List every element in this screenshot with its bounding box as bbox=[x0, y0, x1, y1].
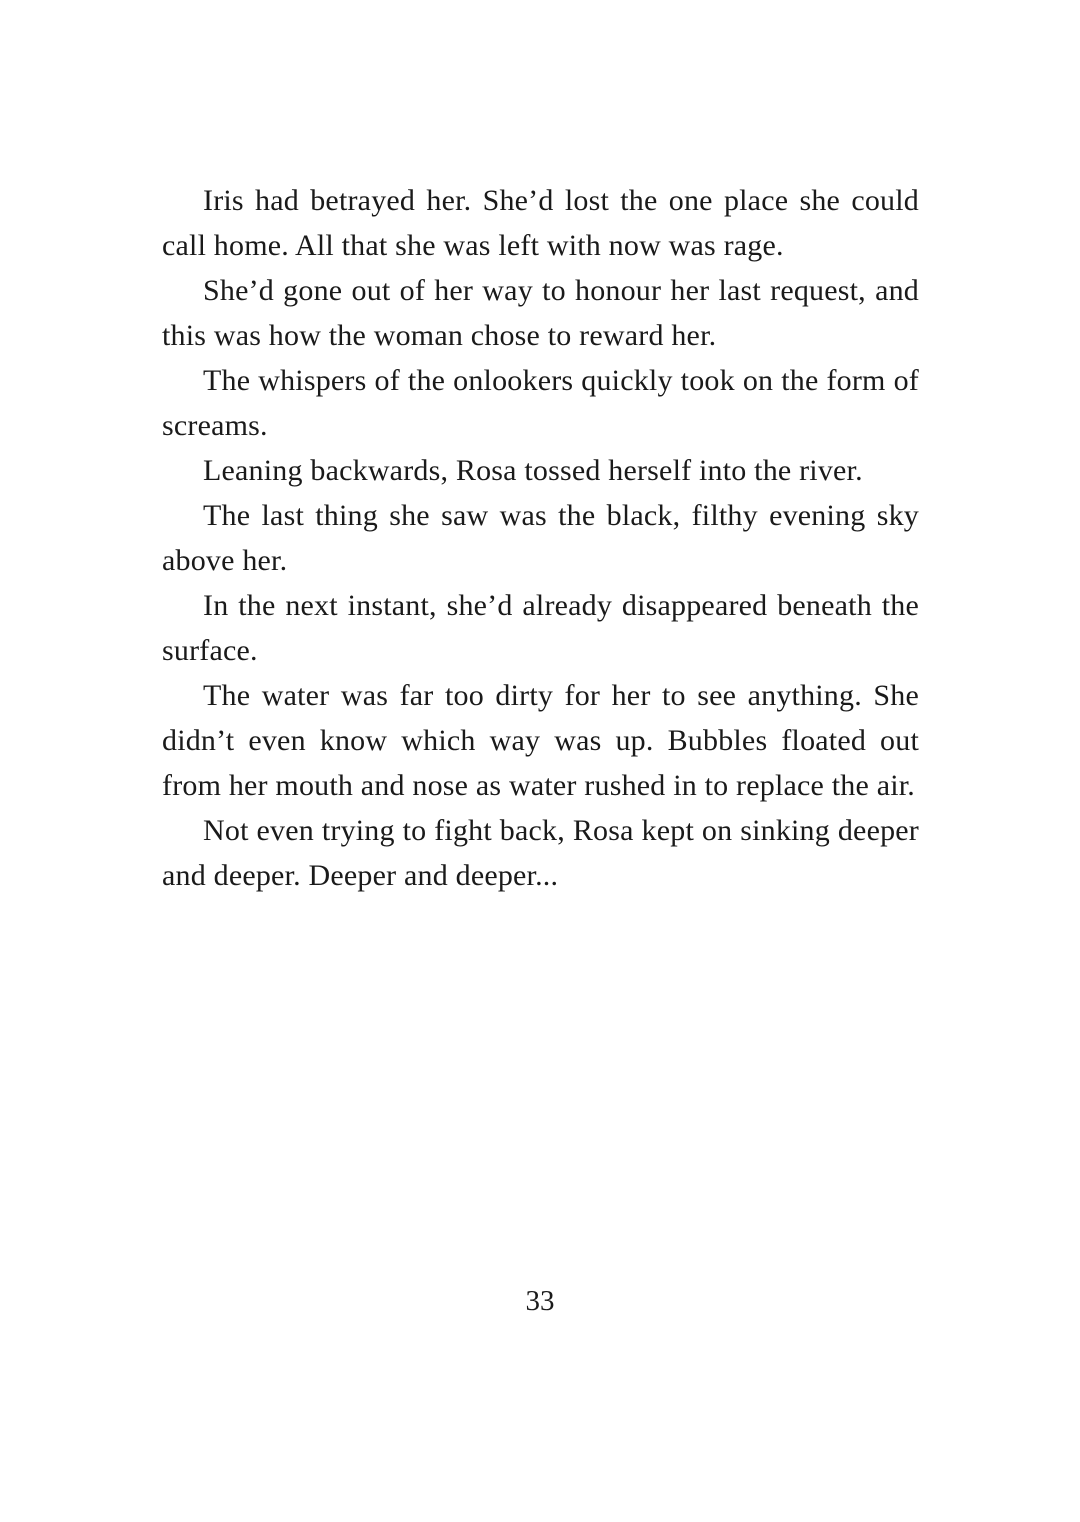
page-number: 33 bbox=[525, 1285, 555, 1317]
paragraph: The whispers of the onlookers quickly took on the form of screams. bbox=[162, 364, 919, 442]
paragraph: The last thing she saw was the black, filthy evening sky above her. bbox=[162, 499, 919, 577]
paragraph: Iris had betrayed her. She’d lost the one place she could call home. All that she was left with now was rage. bbox=[162, 184, 919, 262]
paragraph: She’d gone out of her way to honour her last request, and this was how the woman chose to reward her. bbox=[162, 274, 919, 352]
paragraph: Not even trying to fight back, Rosa kept on sinking deeper and deeper. Deeper and deeper... bbox=[162, 814, 919, 892]
paragraph: Leaning backwards, Rosa tossed herself into the river. bbox=[203, 454, 863, 487]
body-text bbox=[162, 178, 919, 898]
paragraph: The water was far too dirty for her to see anything. She didn’t even know which way was up. Bubbles floated out from her mouth and nose as water rushed in to replace the air. bbox=[162, 679, 919, 802]
paragraph: In the next instant, she’d already disappeared beneath the surface. bbox=[162, 589, 919, 667]
